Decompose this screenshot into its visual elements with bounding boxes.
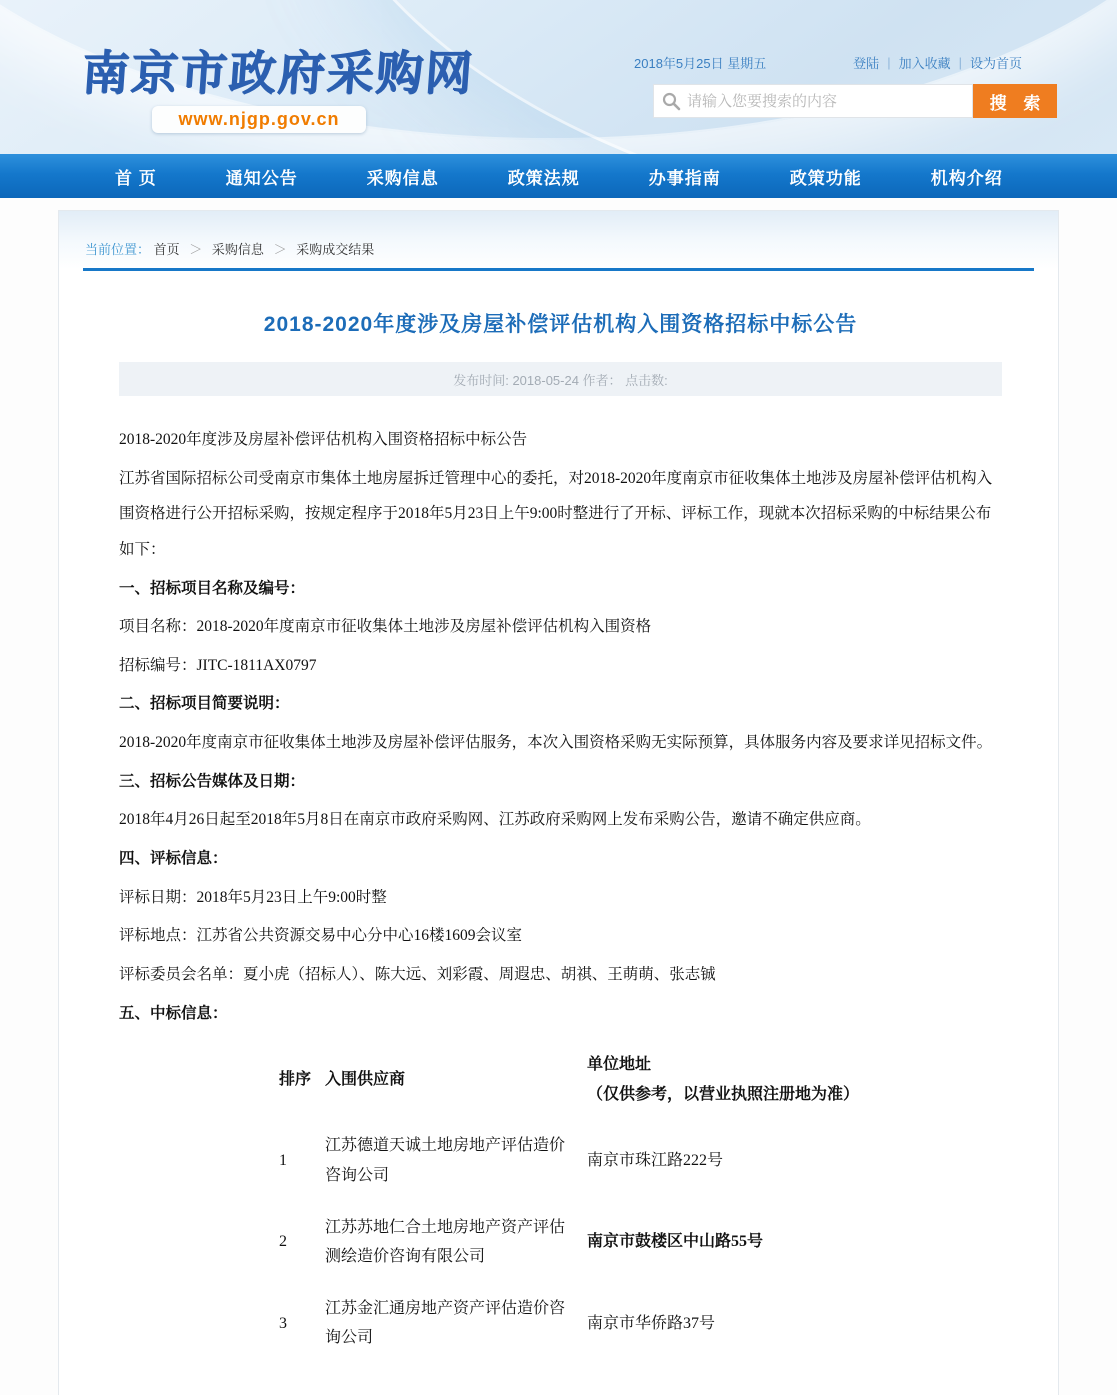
breadcrumb-separator: ＞	[189, 242, 203, 257]
breadcrumb-label: 当前位置：	[85, 242, 151, 257]
search-input[interactable]	[687, 93, 964, 110]
nav-item-notices[interactable]: 通知公告	[225, 168, 298, 188]
search-bar	[653, 84, 1057, 118]
search-icon	[662, 92, 681, 111]
evaluation-date: 评标日期：2018年5月23日上午9:00时整	[119, 888, 387, 906]
breadcrumb-procurement-info[interactable]: 采购信息	[211, 242, 264, 257]
breadcrumb-award-results[interactable]: 采购成交结果	[296, 242, 375, 257]
section-heading-2: 二、招标项目简要说明：	[119, 695, 290, 713]
add-favorite-link[interactable]: 加入收藏	[898, 56, 951, 71]
section-heading-4: 四、评标信息：	[119, 850, 228, 868]
article-body	[119, 422, 1002, 1031]
nav-item-home[interactable]: 首 页	[115, 168, 157, 188]
address-cell: 南京市华侨路37号	[587, 1314, 716, 1332]
project-name: 项目名称：2018-2020年度南京市征收集体土地涉及房屋补偿评估机构入围资格	[119, 618, 652, 636]
site-header	[0, 0, 1117, 154]
breadcrumb-divider	[83, 268, 1034, 271]
header-address	[587, 1039, 872, 1120]
page-title: 2018-2020年度涉及房屋补偿评估机构入围资格招标中标公告	[263, 313, 858, 336]
header-rank: 排序	[279, 1071, 312, 1089]
evaluation-committee: 评标委员会名单：夏小虎（招标人）、陈大远、刘彩霞、周遐忠、胡祺、王萌萌、张志铖	[119, 965, 716, 983]
address-cell: 南京市珠江路222号	[587, 1152, 724, 1170]
nav-item-procurement-info[interactable]: 采购信息	[366, 168, 439, 188]
winners-table	[279, 1039, 872, 1364]
supplier-cell: 江苏苏地仁合土地房地产资产评估测绘造价咨询有限公司	[325, 1218, 566, 1266]
article-paragraph: 江苏省国际招标公司受南京市集体土地房屋拆迁管理中心的委托，对2018-2020年度南京市征收集体土地涉及房屋补偿评估机构入围资格进行公开招标采购，按规定程序于2018年5月23日上午9:00时整进行了开标、评标工作，现就本次招标采购的中标结果公布如下：	[119, 469, 993, 558]
section-heading-5: 五、中标信息：	[119, 1004, 228, 1022]
main-nav	[0, 154, 1117, 198]
nav-item-service-guide[interactable]: 办事指南	[648, 168, 721, 188]
article-paragraph: 2018-2020年度南京市征收集体土地涉及房屋补偿评估服务，本次入围资格采购无实际预算，具体服务内容及要求详见招标文件。	[119, 734, 993, 752]
announcement-article	[59, 308, 1058, 1364]
nav-item-about[interactable]: 机构介绍	[930, 168, 1003, 188]
table-row	[279, 1120, 872, 1201]
login-link[interactable]: 登陆	[853, 56, 880, 71]
rank-cell: 3	[279, 1314, 287, 1332]
search-box	[653, 84, 973, 118]
rank-cell: 1	[279, 1152, 287, 1170]
set-homepage-link[interactable]: 设为首页	[969, 56, 1022, 71]
tender-number: 招标编号：JITC-1811AX0797	[119, 656, 317, 674]
article-meta: 发布时间: 2018-05-24 作者： 点击数:	[119, 362, 1002, 396]
content-card	[58, 210, 1059, 1395]
table-row	[279, 1283, 872, 1364]
breadcrumb	[59, 211, 1058, 258]
breadcrumb-home[interactable]: 首页	[153, 242, 180, 257]
header-top-links	[853, 53, 1022, 72]
supplier-cell: 江苏金汇通房地产资产评估造价咨询公司	[325, 1299, 566, 1347]
evaluation-location: 评标地点：江苏省公共资源交易中心分中心16楼1609会议室	[119, 927, 523, 945]
link-separator: |	[887, 55, 891, 70]
search-button[interactable]: 搜 索	[973, 84, 1057, 118]
nav-item-policies[interactable]: 政策法规	[507, 168, 580, 188]
supplier-cell: 江苏德道天诚土地房地产评估造价咨询公司	[325, 1137, 566, 1185]
table-row	[279, 1202, 872, 1283]
breadcrumb-separator: ＞	[273, 242, 287, 257]
site-url-badge: www.njgp.gov.cn	[152, 106, 366, 133]
header-date: 2018年5月25日 星期五	[634, 56, 767, 71]
article-paragraph: 2018-2020年度涉及房屋补偿评估机构入围资格招标中标公告	[119, 431, 528, 448]
header-address-line1: 单位地址	[587, 1056, 652, 1074]
address-cell: 南京市鼓楼区中山路55号	[587, 1233, 764, 1251]
section-heading-3: 三、招标公告媒体及日期：	[119, 772, 306, 790]
table-header-row	[279, 1039, 872, 1120]
nav-item-policy-functions[interactable]: 政策功能	[789, 168, 862, 188]
header-address-line2: （仅供参考，以营业执照注册地为准）	[587, 1085, 860, 1103]
article-paragraph: 2018年4月26日起至2018年5月8日在南京市政府采购网、江苏政府采购网上发布采购公告，邀请不确定供应商。	[119, 811, 871, 829]
rank-cell: 2	[279, 1233, 287, 1251]
header-supplier: 入围供应商	[325, 1071, 406, 1089]
site-logo[interactable]: 南京市政府采购网	[79, 46, 476, 101]
section-heading-1: 一、招标项目名称及编号：	[119, 579, 306, 597]
link-separator: |	[958, 55, 962, 70]
